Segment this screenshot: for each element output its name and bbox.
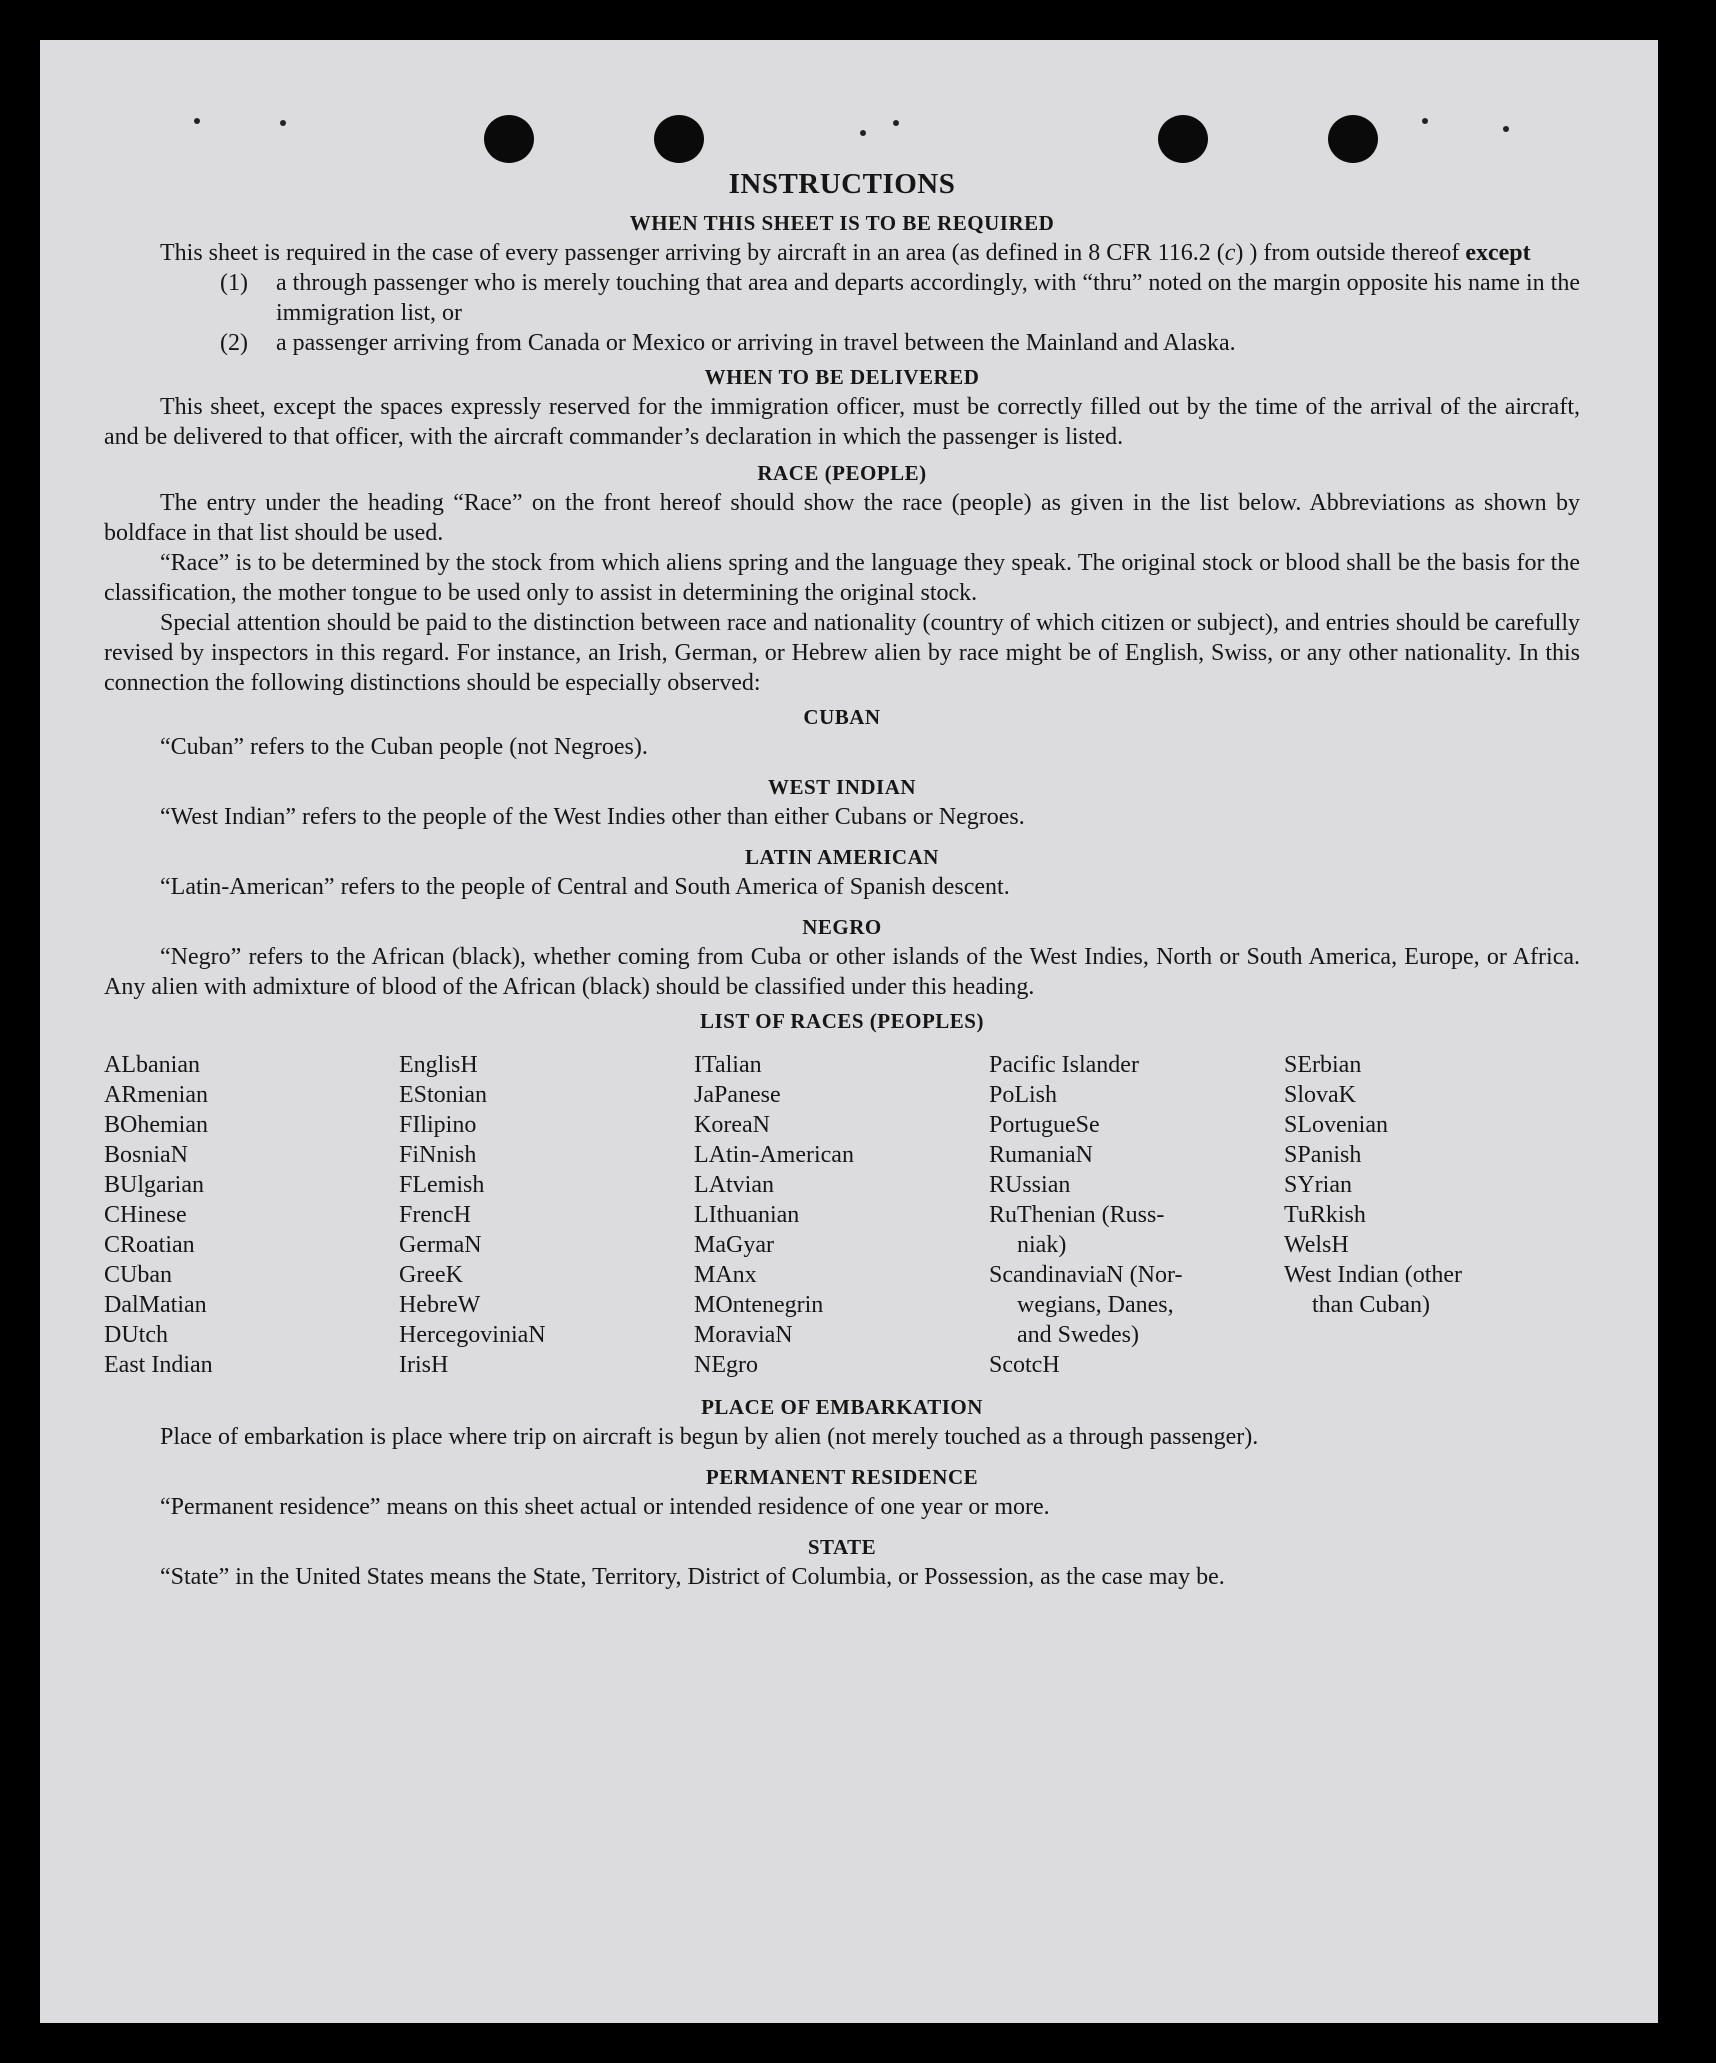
race-item: FiNnish	[399, 1142, 477, 1168]
race-list	[104, 1050, 1580, 1380]
race-item: wegians, Danes,	[1017, 1292, 1174, 1318]
race-item: LAtvian	[694, 1172, 774, 1198]
required-intro: This sheet is required in the case of every passenger arriving by aircraft in an area (as defined in 8 CFR 116.2 (c) ) from outside thereof except	[160, 240, 1531, 266]
race-item: East Indian	[104, 1352, 213, 1378]
speck	[194, 118, 200, 124]
speck	[1422, 118, 1428, 124]
race-item: than Cuban)	[1312, 1292, 1430, 1318]
punch-hole	[1158, 115, 1208, 163]
race-item: MaGyar	[694, 1232, 774, 1258]
race-item: BosniaN	[104, 1142, 188, 1168]
race-item: ARmenian	[104, 1082, 208, 1108]
race-item: BUlgarian	[104, 1172, 204, 1198]
race-item: LIthuanian	[694, 1202, 800, 1228]
race-item: HercegoviniaN	[399, 1322, 546, 1348]
race-column	[399, 1050, 694, 1380]
exception-item-2: (2) a passenger arriving from Canada or Mexico or arriving in travel between the Mainland and Alaska.	[220, 330, 1236, 356]
race-item: MOntenegrin	[694, 1292, 824, 1318]
race-column	[1284, 1050, 1579, 1380]
race-item: DUtch	[104, 1322, 168, 1348]
speck	[1503, 126, 1509, 132]
heading-state: STATE	[807, 1535, 877, 1559]
race-item: BOhemian	[104, 1112, 208, 1138]
race-item: EStonian	[399, 1082, 487, 1108]
latin-american-text: “Latin-American” refers to the people of Central and South America of Spanish descent.	[160, 874, 1010, 900]
race-item: GreeK	[399, 1262, 463, 1288]
section-heading-race: RACE (PEOPLE)	[757, 461, 927, 485]
race-paragraph-2: “Race” is to be determined by the stock from which aliens spring and the language they speak. The original stock or blood shall be the basis for the classification, the mother tongue to be used only to assist in determining the original stock.	[104, 550, 1580, 606]
speck	[893, 120, 899, 126]
race-item: ScotcH	[989, 1352, 1060, 1378]
race-item: FLemish	[399, 1172, 485, 1198]
punch-hole	[654, 115, 704, 163]
heading-list-of-races: LIST OF RACES (PEOPLES)	[700, 1009, 984, 1033]
race-item: SLovenian	[1284, 1112, 1388, 1138]
residence-text: “Permanent residence” means on this sheet actual or intended residence of one year or more.	[160, 1494, 1050, 1520]
heading-latin-american: LATIN AMERICAN	[745, 845, 939, 869]
race-item: West Indian (other	[1284, 1262, 1463, 1288]
west-indian-text: “West Indian” refers to the people of the West Indies other than either Cubans or Negroes.	[160, 804, 1025, 830]
race-item: RuThenian (Russ-	[989, 1202, 1165, 1228]
section-heading-delivered: WHEN TO BE DELIVERED	[704, 365, 980, 389]
race-item: SYrian	[1284, 1172, 1352, 1198]
race-item: GermaN	[399, 1232, 482, 1258]
heading-embarkation: PLACE OF EMBARKATION	[701, 1395, 983, 1419]
race-item: SPanish	[1284, 1142, 1362, 1168]
race-item: CRoatian	[104, 1232, 195, 1258]
race-item: ScandinaviaN (Nor-	[989, 1262, 1183, 1288]
speck	[280, 120, 286, 126]
race-item: EnglisH	[399, 1052, 478, 1078]
race-paragraph-3: Special attention should be paid to the distinction between race and nationality (country of which citizen or subject), and entries should be carefully revised by inspectors in this regard. For instance, an Irish, German, or Hebrew alien by race might be of English, Swiss, or any other nationality. In this connection the following distinctions should be especially observed:	[104, 610, 1580, 696]
page-title: INSTRUCTIONS	[728, 168, 956, 200]
state-text: “State” in the United States means the State, Territory, District of Columbia, or Possession, as the case may be.	[160, 1564, 1225, 1590]
race-item: CHinese	[104, 1202, 187, 1228]
race-item: niak)	[1017, 1232, 1067, 1258]
exception-item-1: (1) a through passenger who is merely touching that area and departs accordingly, with “thru” noted on the margin opposite his name in the immigration list, or	[220, 270, 1580, 326]
delivered-text: This sheet, except the spaces expressly reserved for the immigration officer, must be correctly filled out by the time of the arrival of the aircraft, and be delivered to that officer, with the aircraft commander’s declaration in which the passenger is listed.	[104, 394, 1580, 450]
race-item: HebreW	[399, 1292, 481, 1318]
race-item: MoraviaN	[694, 1322, 793, 1348]
race-item: WelsH	[1284, 1232, 1349, 1258]
race-item: MAnx	[694, 1262, 757, 1288]
race-column	[989, 1050, 1284, 1380]
race-item: KoreaN	[694, 1112, 770, 1138]
race-item: SErbian	[1284, 1052, 1362, 1078]
race-item: IrisH	[399, 1352, 449, 1378]
speck	[860, 130, 866, 136]
race-item: RumaniaN	[989, 1142, 1093, 1168]
race-paragraph-1: The entry under the heading “Race” on the front hereof should show the race (people) as given in the list below. Abbreviations as shown by boldface in that list should be used.	[104, 490, 1580, 546]
heading-negro: NEGRO	[802, 915, 882, 939]
race-item: FrencH	[399, 1202, 471, 1228]
race-item: CUban	[104, 1262, 172, 1288]
race-item: ITalian	[694, 1052, 762, 1078]
race-item: and Swedes)	[1017, 1322, 1139, 1348]
heading-west-indian: WEST INDIAN	[767, 775, 917, 799]
heading-cuban: CUBAN	[803, 705, 881, 729]
race-item: RUssian	[989, 1172, 1071, 1198]
punch-hole	[1328, 115, 1378, 163]
race-item: ALbanian	[104, 1052, 200, 1078]
document-page	[40, 40, 1658, 2023]
embarkation-text: Place of embarkation is place where trip on aircraft is begun by alien (not merely touched as a through passenger).	[160, 1424, 1259, 1450]
race-item: LAtin-American	[694, 1142, 854, 1168]
race-item: FIlipino	[399, 1112, 477, 1138]
race-item: SlovaK	[1284, 1082, 1356, 1108]
cuban-text: “Cuban” refers to the Cuban people (not Negroes).	[160, 734, 648, 760]
heading-residence: PERMANENT RESIDENCE	[705, 1465, 979, 1489]
punch-hole	[484, 115, 534, 163]
race-item: PoLish	[989, 1082, 1058, 1108]
race-column	[694, 1050, 989, 1380]
race-item: TuRkish	[1284, 1202, 1366, 1228]
race-column	[104, 1050, 399, 1380]
negro-text: “Negro” refers to the African (black), whether coming from Cuba or other islands of the West Indies, North or South America, Europe, or Africa. Any alien with admixture of blood of the African (black) should be classified under this heading.	[104, 944, 1580, 1000]
instructions-sheet	[104, 164, 1580, 1592]
race-item: DalMatian	[104, 1292, 207, 1318]
race-item: PortugueSe	[989, 1112, 1100, 1138]
race-item: JaPanese	[694, 1082, 781, 1108]
race-item: Pacific Islander	[989, 1052, 1139, 1078]
race-item: NEgro	[694, 1352, 758, 1378]
section-heading-required: WHEN THIS SHEET IS TO BE REQUIRED	[629, 211, 1055, 235]
